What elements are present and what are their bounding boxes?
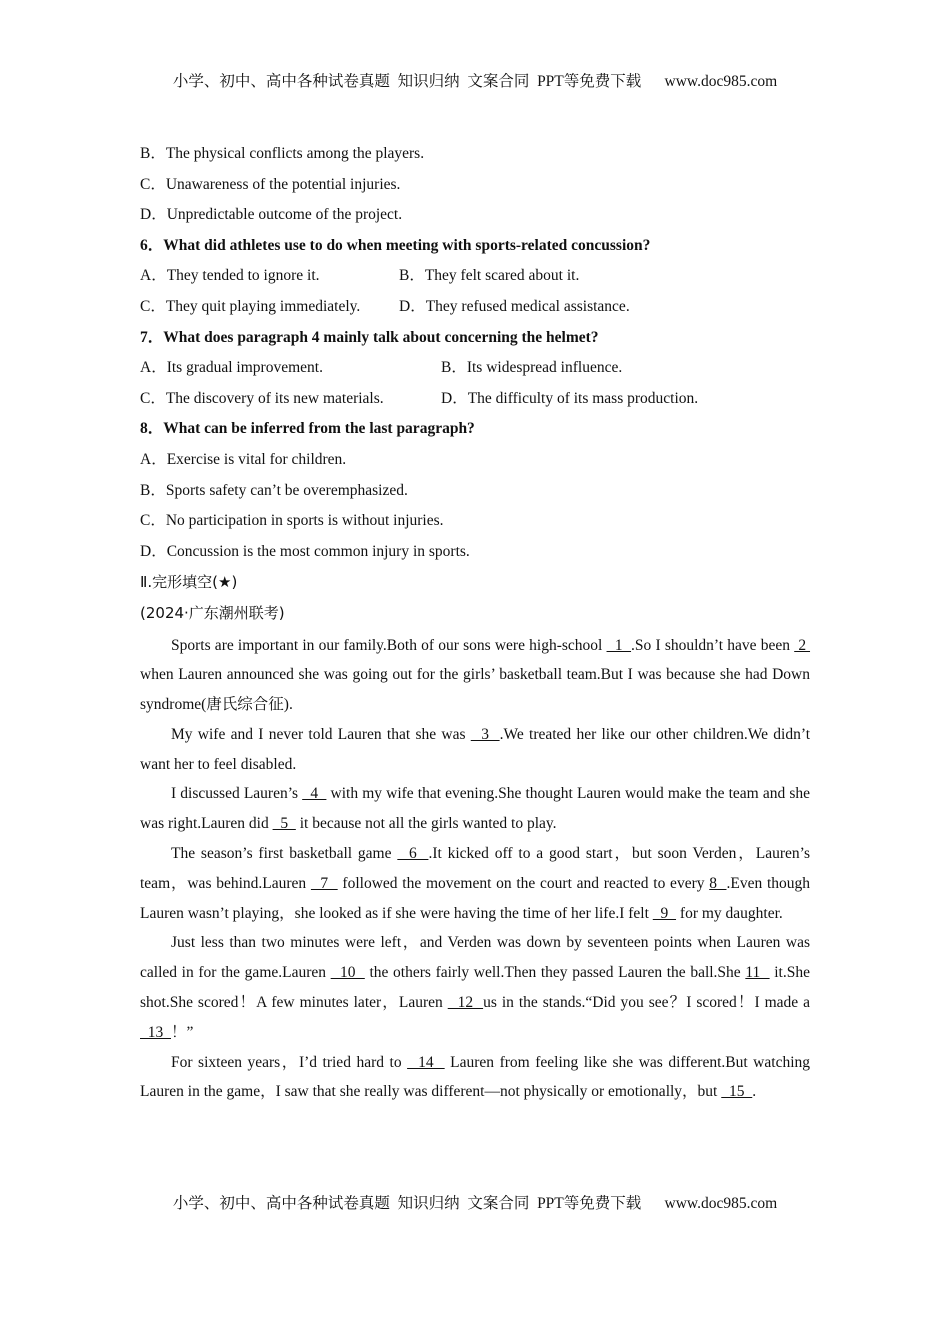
q6-option-b: B．They felt scared about it. bbox=[399, 267, 580, 285]
blank-6: 6 bbox=[397, 845, 429, 863]
page-footer: 小学、初中、高中各种试卷真题 知识归纳 文案合同 PPT等免费下载 www.doc985.com bbox=[172, 1195, 778, 1212]
q5-option-b: B．The physical conflicts among the players. bbox=[140, 145, 425, 162]
q8-stem: 8．What can be inferred from the last paragraph? bbox=[140, 420, 475, 438]
blank-14: 14 bbox=[407, 1053, 445, 1071]
passage-paragraph-5: Just less than two minutes were left，and Verden was down by seventeen points when Lauren was called in for the game.Lauren 10 the others fairly well.Then they passed Lauren the ball.She 11 it.She shot.She scored！A few minutes later，Lauren 12 us in the stands.“Did you see？I scored！I made a 13 ！” bbox=[140, 934, 811, 1041]
q7-option-a: A．Its gradual improvement. bbox=[140, 359, 323, 377]
passage-paragraph-1: Sports are important in our family.Both of our sons were high-school 1 .So I shouldn’t have been 2 when Lauren announced she was going out for the girls’ basketball team.But I was because she had Down syndrome(唐氏综合征). bbox=[140, 636, 811, 714]
blank-12: 12 bbox=[447, 994, 484, 1012]
passage-paragraph-6: For sixteen years，I’d tried hard to 14 Lauren from feeling like she was different.But watching Lauren in the game，I saw that she really was different—not physically or emotionally，but 15 . bbox=[140, 1053, 810, 1101]
cloze-passage bbox=[140, 631, 810, 1108]
q6-stem: 6．What did athletes use to do when meeting with sports-related concussion? bbox=[140, 236, 651, 254]
blank-11: 11 bbox=[745, 964, 770, 982]
q6-option-c: C．They quit playing immediately. bbox=[140, 297, 361, 315]
q6-options-row2 bbox=[140, 294, 810, 325]
q8-option-b: B．Sports safety can’t be overemphasized. bbox=[140, 481, 408, 499]
q6-option-d: D．They refused medical assistance. bbox=[399, 297, 630, 315]
q6-option-a: A．They tended to ignore it. bbox=[140, 267, 320, 285]
q6-options-row1 bbox=[140, 263, 810, 294]
blank-5: 5 bbox=[272, 815, 296, 833]
passage-paragraph-2: My wife and I never told Lauren that she was 3 .We treated her like our other children.We didn’t want her to feel disabled. bbox=[140, 725, 811, 773]
document-body bbox=[140, 141, 810, 1107]
q7-option-c: C．The discovery of its new materials. bbox=[140, 389, 384, 407]
passage-paragraph-3: I discussed Lauren’s 4 with my wife that evening.She thought Lauren would make the team and she was right.Lauren did 5 it because not all the girls wanted to play. bbox=[140, 785, 810, 833]
q5-option-c: C．Unawareness of the potential injuries. bbox=[140, 175, 401, 193]
blank-8: 8 bbox=[709, 874, 727, 892]
blank-7: 7 bbox=[310, 874, 338, 892]
blank-1: 1 bbox=[606, 636, 632, 654]
blank-13: 13 bbox=[140, 1023, 171, 1041]
q7-stem: 7．What does paragraph 4 mainly talk about concerning the helmet? bbox=[140, 328, 599, 346]
q7-option-d: D．The difficulty of its mass production. bbox=[441, 389, 699, 407]
q7-options-row2 bbox=[140, 386, 810, 417]
page-header: 小学、初中、高中各种试卷真题 知识归纳 文案合同 PPT等免费下载 www.doc985.com bbox=[172, 73, 778, 90]
blank-10: 10 bbox=[330, 964, 365, 982]
blank-15: 15 bbox=[721, 1083, 753, 1101]
blank-3: 3 bbox=[470, 725, 500, 743]
q8-option-d: D．Concussion is the most common injury in sports. bbox=[140, 542, 470, 560]
blank-4: 4 bbox=[302, 785, 327, 803]
section-title: Ⅱ.完形填空(★) bbox=[140, 573, 238, 592]
q8-option-c: C．No participation in sports is without injuries. bbox=[140, 512, 444, 530]
q7-option-b: B．Its widespread influence. bbox=[441, 359, 623, 377]
blank-2: 2 bbox=[794, 636, 811, 654]
blank-9: 9 bbox=[652, 904, 677, 922]
q5-option-d: D．Unpredictable outcome of the project. bbox=[140, 206, 403, 224]
q8-option-a: A．Exercise is vital for children. bbox=[140, 450, 347, 468]
q7-options-row1 bbox=[140, 355, 810, 386]
passage-paragraph-4: The season’s first basketball game 6 .It kicked off to a good start，but soon Verden，Lauren’s team，was behind.Lauren 7 followed the movement on the court and reacted to every 8 .Even though Lauren wasn’t playing，she looked as if she were having the time of her life.I felt 9 for my daughter. bbox=[140, 845, 811, 922]
section-source: (2024·广东潮州联考) bbox=[140, 603, 285, 622]
